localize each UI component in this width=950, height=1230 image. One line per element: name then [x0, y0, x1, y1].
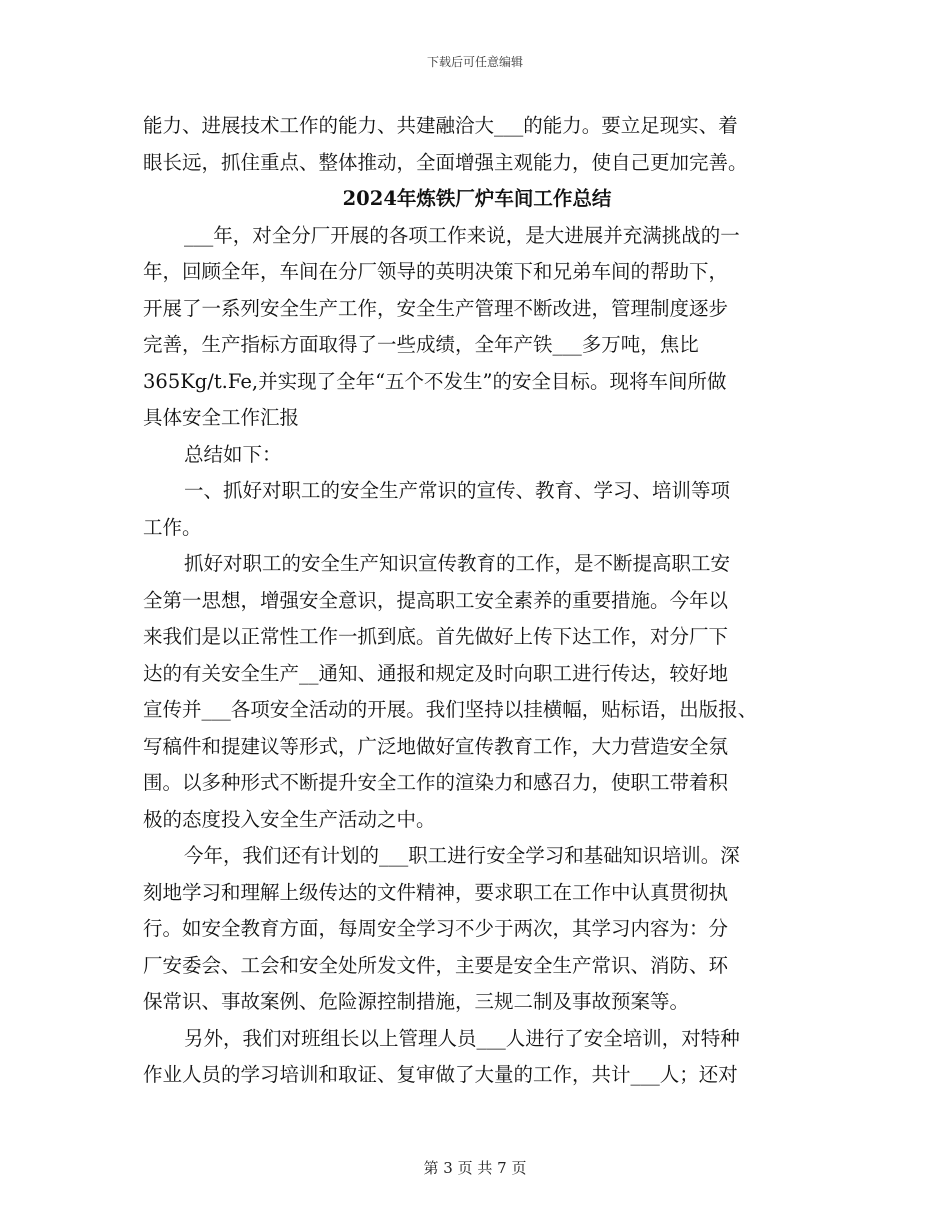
body-line: 写稿件和提建议等形式，广泛地做好宣传教育工作，大力营造安全氛: [143, 734, 729, 758]
body-line: 全第一思想，增强安全意识，提高职工安全素养的重要措施。今年以: [143, 588, 729, 612]
body-line: 抓好对职工的安全生产知识宣传教育的工作，是不断提高职工安: [184, 552, 731, 575]
body-line: 具体安全工作汇报: [143, 406, 300, 429]
body-line: 作业人员的学习培训和取证、复审做了大量的工作，共计___人；还对: [143, 1063, 738, 1086]
body-line: 极的态度投入安全生产活动之中。: [143, 807, 436, 831]
body-line: 保常识、事故案例、危险源控制措施，三规二制及事故预案等。: [143, 990, 690, 1013]
section-heading: 一、抓好对职工的安全生产常识的宣传、教育、学习、培训等项: [184, 479, 731, 502]
body-line: 开展了一系列安全生产工作，安全生产管理不断改进，管理制度逐步: [143, 296, 729, 320]
body-line: 宣传并___各项安全活动的开展。我们坚持以挂横幅，贴标语，出版报、: [143, 698, 758, 721]
body-line: 围。以多种形式不断提升安全工作的渲染力和感召力，使职工带着积: [143, 771, 729, 794]
body-line: 另外，我们对班组长以上管理人员___人进行了安全培训，对特种: [184, 1026, 740, 1050]
body-line: 今年，我们还有计划的___职工进行安全学习和基础知识培训。深: [184, 844, 740, 867]
body-line: 眼长远，抓住重点、整体推动，全面增强主观能力，使自己更加完善。: [143, 150, 748, 174]
body-line: 总结如下：: [184, 442, 282, 466]
body-line: 达的有关安全生产__通知、通报和规定及时向职工进行传达，较好地: [143, 661, 729, 685]
page-number: 第 3 页 共 7 页: [423, 1159, 527, 1177]
section-title: 2024年炼铁厂炉车间工作总结: [342, 187, 612, 210]
body-line: 来我们是以正常性工作一抓到底。首先做好上传下达工作，对分厂下: [143, 625, 729, 648]
body-line: 年，回顾全年，车间在分厂领导的英明决策下和兄弟车间的帮助下，: [143, 260, 729, 283]
body-line: 刻地学习和理解上级传达的文件精神，要求职工在工作中认真贯彻执: [143, 880, 729, 904]
body-line: 行。如安全教育方面，每周安全学习不少于两次，其学习内容为：分: [143, 917, 729, 940]
body-line: 工作。: [143, 515, 202, 539]
body-line: ___年，对全分厂开展的各项工作来说，是大进展并充满挑战的一: [184, 223, 740, 247]
document-body: [143, 108, 811, 1094]
header-note: 下载后可任意编辑: [426, 55, 523, 69]
body-line: 厂安委会、工会和安全处所发文件，主要是安全生产常识、消防、环: [143, 953, 729, 977]
body-line: 365Kg/t.Fe,并实现了全年“五个不发生”的安全目标。现将车间所做: [143, 369, 727, 393]
body-line: 完善，生产指标方面取得了一些成绩，全年产铁___多万吨，焦比: [143, 333, 699, 356]
body-line: 能力、进展技术工作的能力、共建融洽大___的能力。要立足现实、着: [143, 114, 738, 137]
